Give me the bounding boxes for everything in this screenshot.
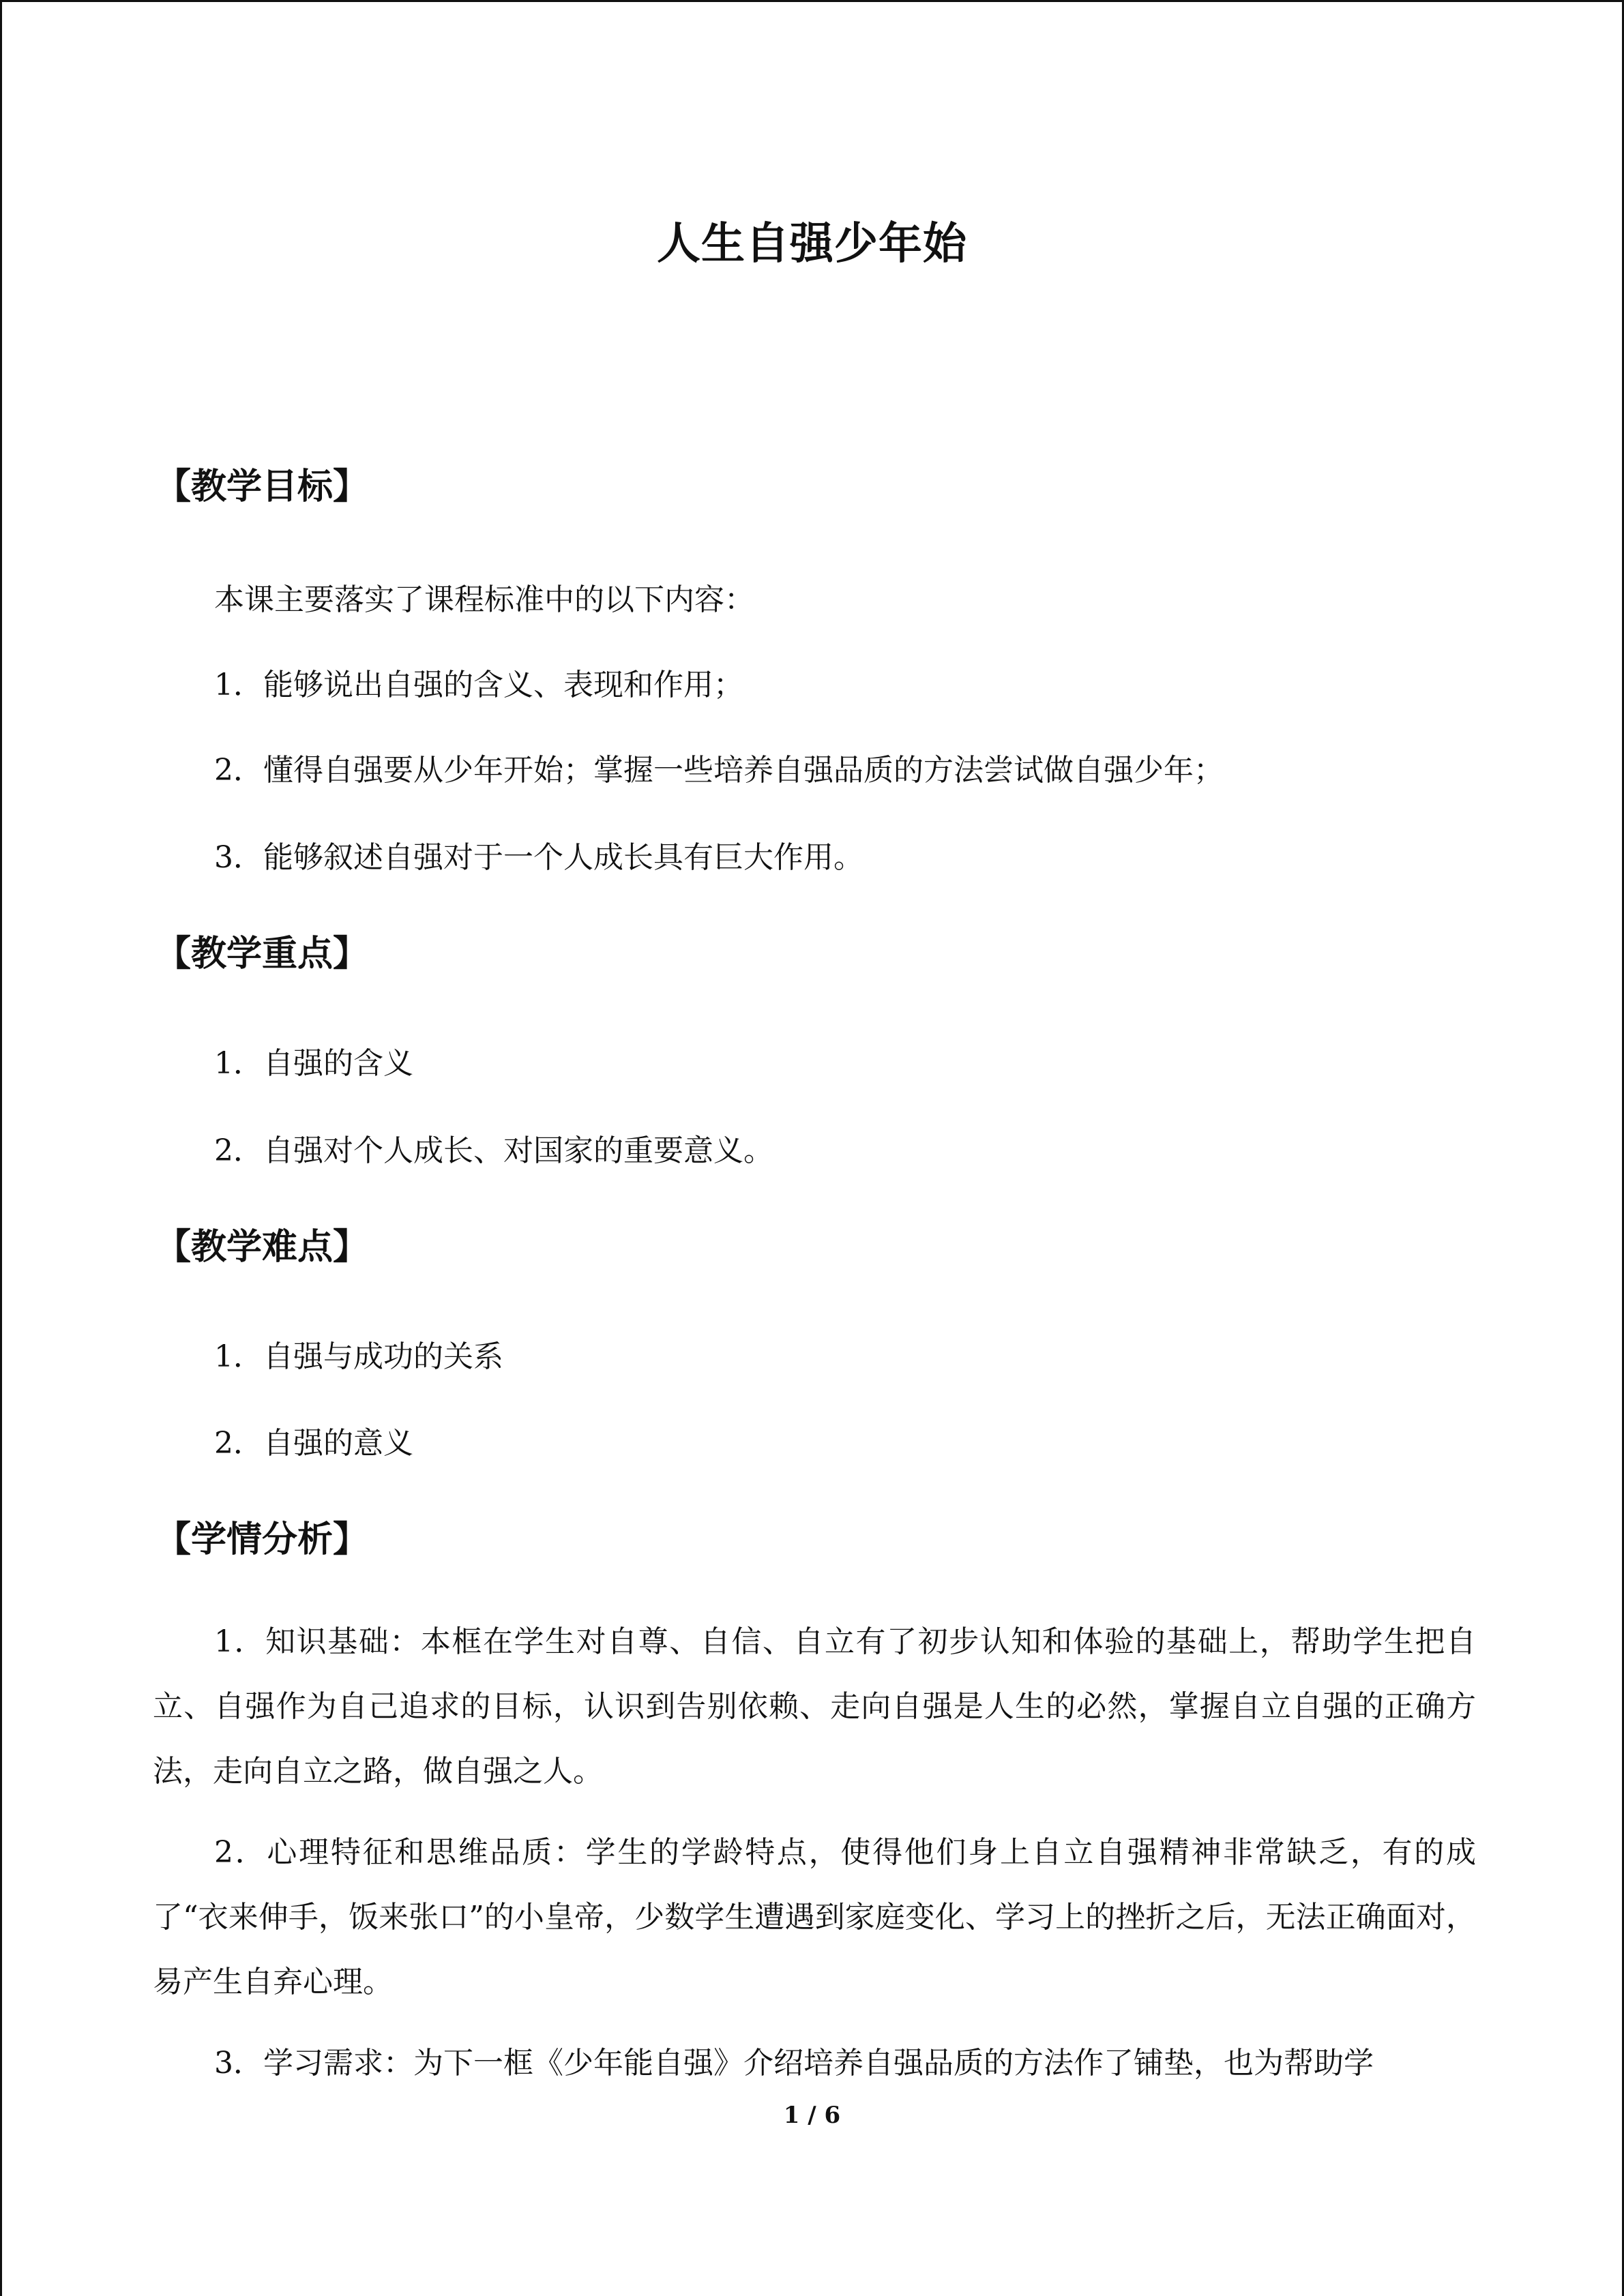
analysis-paragraph-2: 2．心理特征和思维品质：学生的学龄特点，使得他们身上自立自强精神非常缺乏，有的成了“衣来伸手，饭来张口”的小皇帝，少数学生遭遇到家庭变化、学习上的挫折之后，无法正确面对，易产生自弃心理。 (153, 1835, 1476, 1999)
document-title: 人生自强少年始 (657, 219, 967, 269)
difficulties-item-1: 1．自强与成功的关系 (214, 1339, 503, 1374)
difficulties-item-2: 2．自强的意义 (214, 1426, 413, 1461)
section-heading-difficulties: 【教学难点】 (156, 1227, 369, 1268)
page-number: 1 / 6 (783, 2102, 841, 2129)
objectives-item-3: 3．能够叙述自强对于一个人成长具有巨大作用。 (214, 840, 863, 875)
section-heading-key-points: 【教学重点】 (156, 934, 369, 974)
objectives-item-2: 2．懂得自强要从少年开始；掌握一些培养自强品质的方法尝试做自强少年； (214, 753, 1224, 788)
objectives-item-1: 1．能够说出自强的含义、表现和作用； (214, 668, 743, 702)
key-points-item-2: 2．自强对个人成长、对国家的重要意义。 (214, 1133, 773, 1168)
analysis-paragraph-3: 3．学习需求：为下一框《少年能自强》介绍培养自强品质的方法作了铺垫，也为帮助学 (214, 2046, 1374, 2081)
analysis-paragraph-1: 1．知识基础：本框在学生对自尊、自信、自立有了初步认知和体验的基础上，帮助学生把自立、自强作为自己追求的目标，认识到告别依赖、走向自强是人生的必然，掌握自立自强的正确方法，走向自立之路，做自强之人。 (153, 1624, 1476, 1789)
objectives-intro: 本课主要落实了课程标准中的以下内容： (214, 582, 754, 617)
section-heading-student-analysis: 【学情分析】 (156, 1519, 369, 1560)
section-heading-teaching-objectives: 【教学目标】 (156, 466, 369, 507)
key-points-item-1: 1．自强的含义 (214, 1046, 413, 1081)
